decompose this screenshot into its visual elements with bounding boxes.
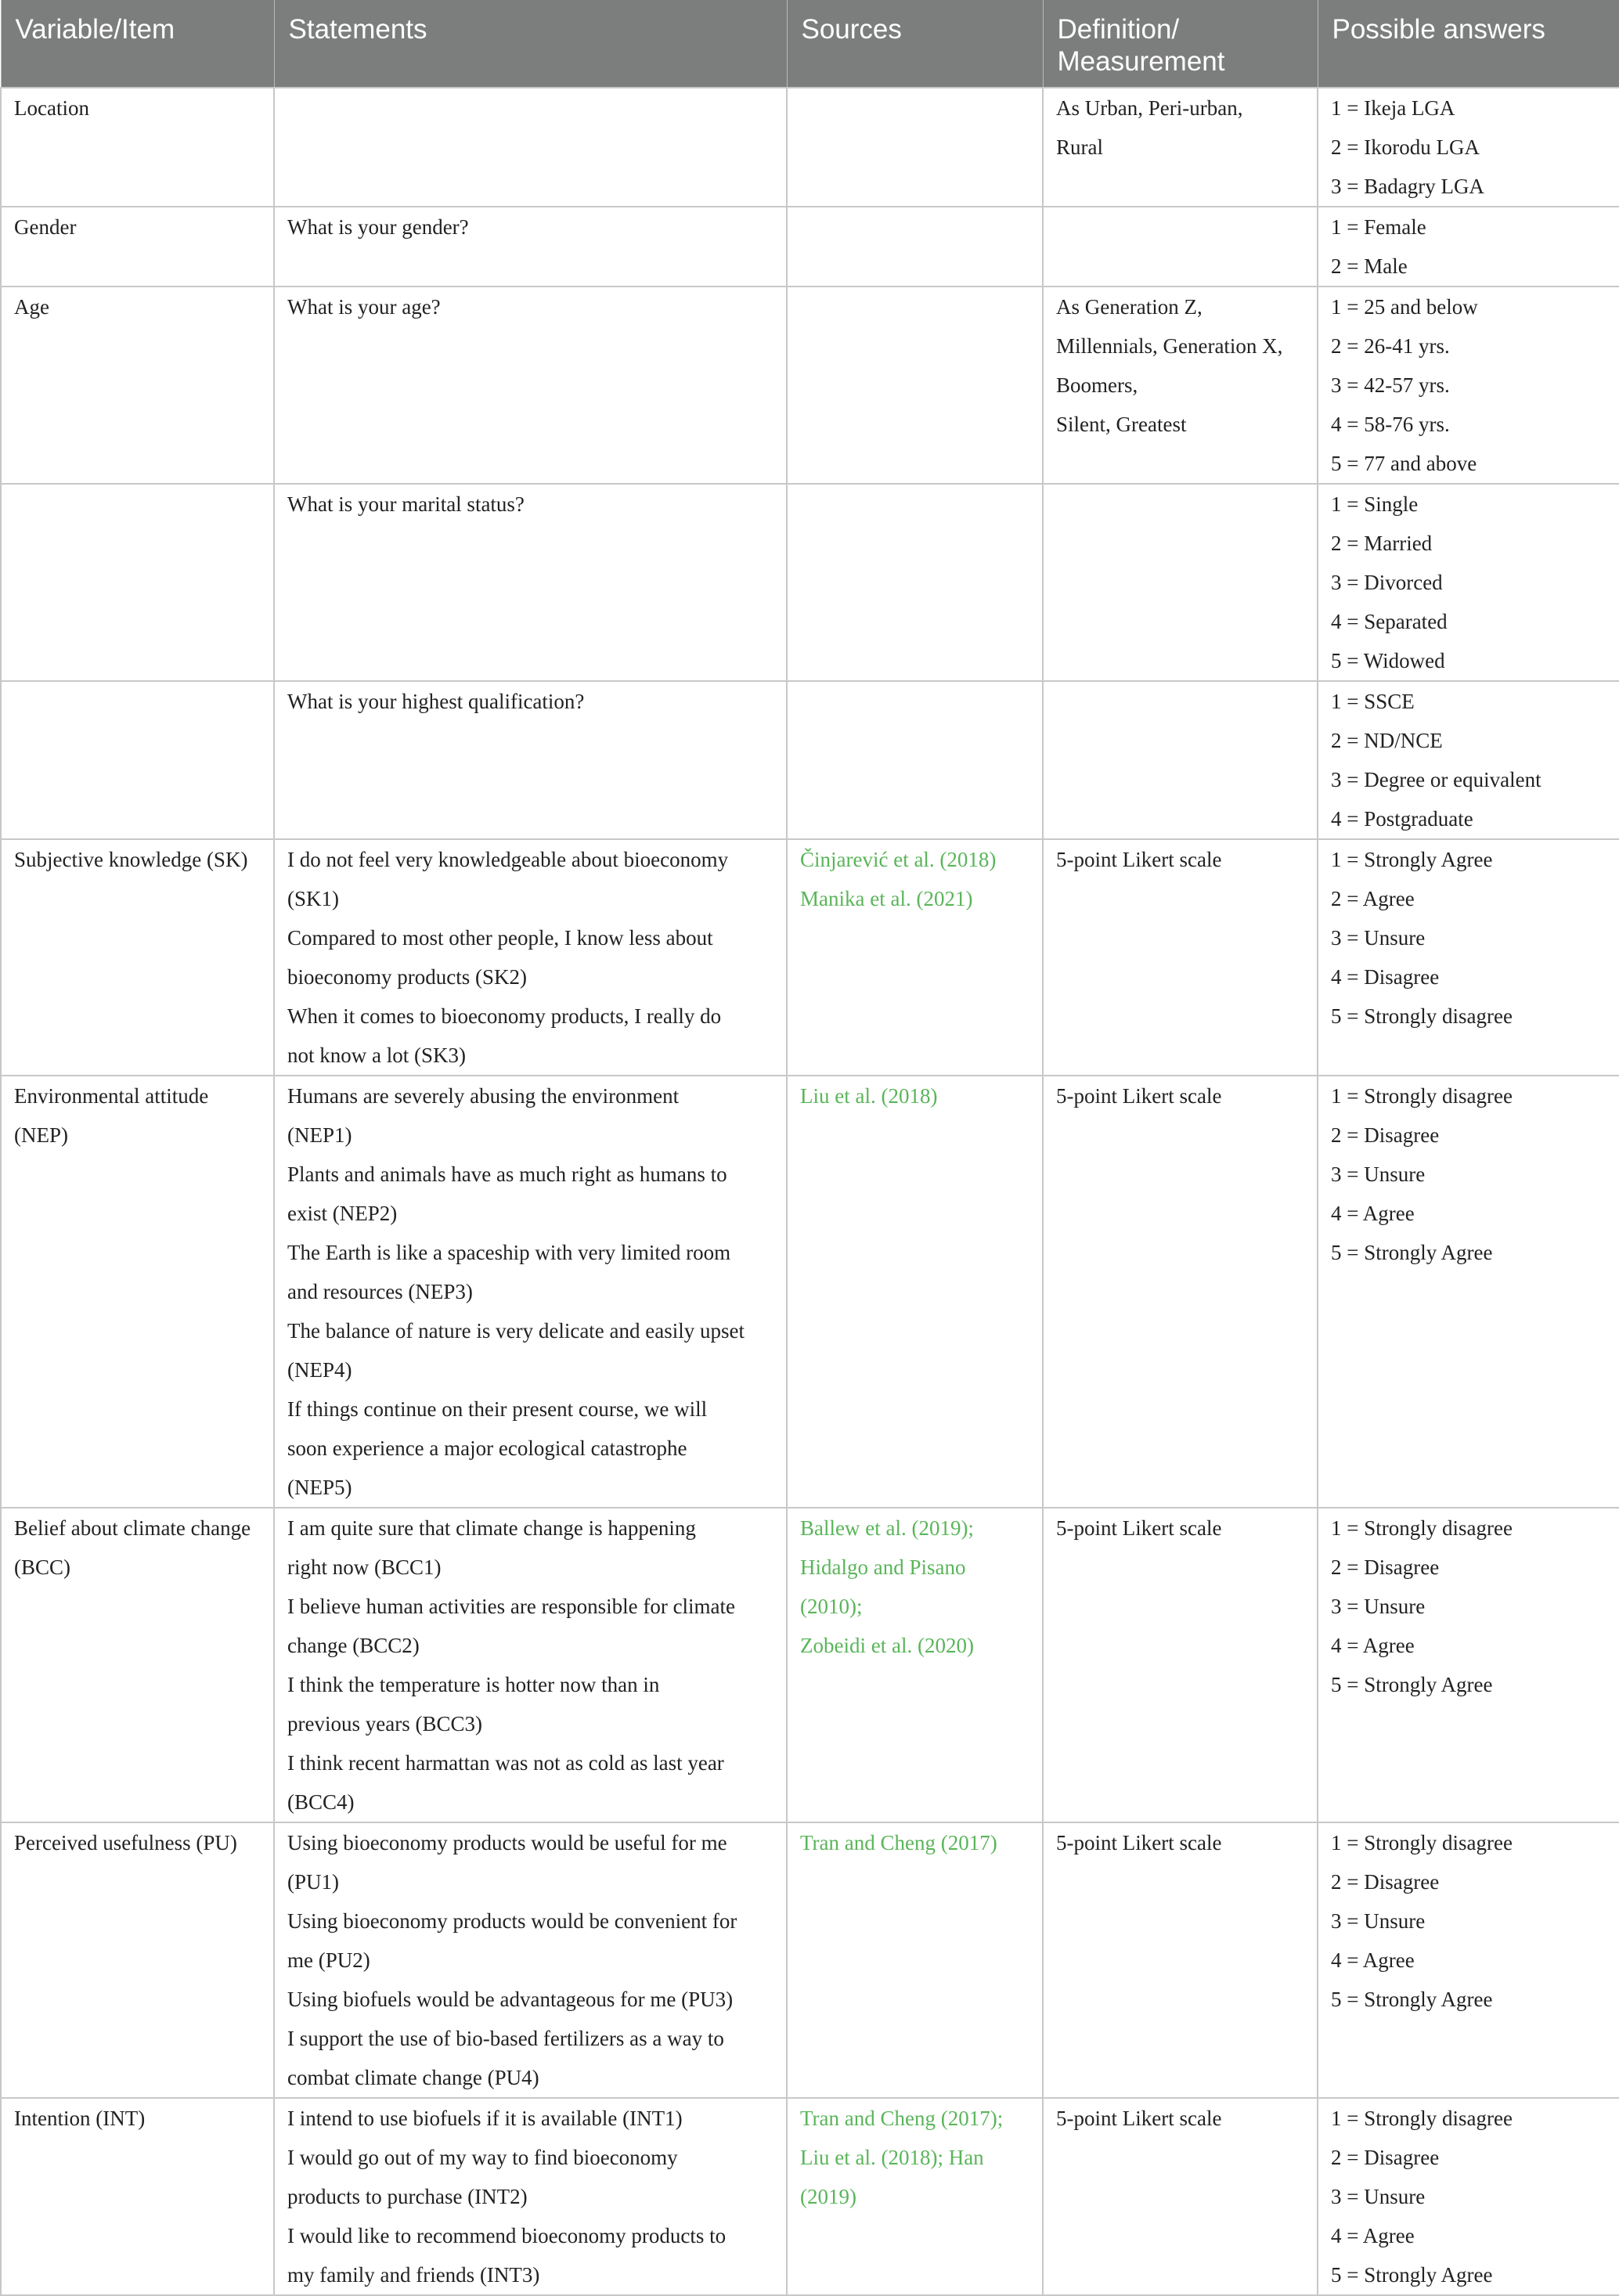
answers-cell	[1318, 484, 1619, 681]
table-row	[1, 1822, 1619, 2098]
variable-cell	[1, 88, 274, 207]
source-citation-line[interactable]: Ballew et al. (2019);	[800, 1516, 974, 1540]
statements-line: I would like to recommend bioeconomy products to	[287, 2224, 727, 2247]
table-row	[1, 839, 1619, 1076]
answers-line: 2 = Ikorodu LGA	[1331, 135, 1480, 159]
answers-cell	[1318, 839, 1619, 1076]
definition-line: Boomers,	[1056, 373, 1138, 397]
answers-line: 4 = Agree	[1331, 1202, 1415, 1225]
statements-line: What is your marital status?	[287, 492, 525, 516]
answers-line: 4 = Disagree	[1331, 965, 1440, 989]
statements-line: and resources (NEP3)	[287, 1280, 473, 1303]
table-row	[1, 2098, 1619, 2295]
answers-line: 1 = SSCE	[1331, 690, 1415, 713]
statements-line: Using biofuels would be advantageous for me (PU3)	[287, 1988, 734, 2011]
answers-line: 1 = Strongly disagree	[1331, 1084, 1513, 1108]
header-possible-answers: Possible answers	[1318, 0, 1619, 88]
answers-line: 5 = Widowed	[1331, 649, 1445, 672]
statements-line: (SK1)	[287, 887, 339, 910]
statements-cell	[274, 839, 787, 1076]
answers-line: 2 = Disagree	[1331, 1870, 1440, 1894]
answers-cell	[1318, 1822, 1619, 2098]
variable-cell	[1, 2098, 274, 2295]
answers-line: 2 = Disagree	[1331, 1555, 1440, 1579]
statements-line: What is your gender?	[287, 215, 469, 239]
answers-line: 4 = Agree	[1331, 2224, 1415, 2247]
source-citation-line[interactable]: (2010);	[800, 1595, 863, 1618]
table-row	[1, 1076, 1619, 1508]
sources-cell	[787, 839, 1043, 1076]
answers-line: 4 = Separated	[1331, 610, 1448, 633]
answers-cell	[1318, 681, 1619, 839]
source-citation-line[interactable]: Tran and Cheng (2017)	[800, 1831, 997, 1854]
statements-line: (BCC4)	[287, 1790, 355, 1814]
definition-line: 5-point Likert scale	[1056, 1831, 1222, 1854]
definition-cell	[1043, 287, 1318, 484]
statements-line: previous years (BCC3)	[287, 1712, 482, 1736]
answers-line: 5 = Strongly Agree	[1331, 1673, 1493, 1696]
statements-line: combat climate change (PU4)	[287, 2066, 539, 2089]
answers-line: 2 = Married	[1331, 532, 1433, 555]
definition-line: Rural	[1056, 135, 1103, 159]
answers-line: 2 = Disagree	[1331, 1123, 1440, 1147]
answers-cell	[1318, 1508, 1619, 1822]
variable-cell	[1, 287, 274, 484]
sources-cell	[787, 2098, 1043, 2295]
answers-line: 1 = Single	[1331, 492, 1419, 516]
sources-cell	[787, 1508, 1043, 1822]
answers-line: 4 = Agree	[1331, 1948, 1415, 1972]
answers-line: 3 = Divorced	[1331, 571, 1443, 594]
statements-line: I would go out of my way to find bioeconomy	[287, 2146, 678, 2169]
source-citation-line[interactable]: Zobeidi et al. (2020)	[800, 1634, 974, 1657]
header-statements: Statements	[274, 0, 787, 88]
definition-line: As Generation Z,	[1056, 295, 1203, 319]
table-row	[1, 484, 1619, 681]
definition-line: 5-point Likert scale	[1056, 2107, 1222, 2130]
variable-label: Age	[14, 295, 49, 319]
answers-line: 5 = Strongly Agree	[1331, 2263, 1493, 2287]
header-variable: Variable/Item	[1, 0, 274, 88]
statements-line: What is your highest qualification?	[287, 690, 585, 713]
answers-line: 1 = Ikeja LGA	[1331, 96, 1455, 120]
answers-line: 3 = Unsure	[1331, 1595, 1426, 1618]
statements-line: change (BCC2)	[287, 1634, 420, 1657]
answers-cell	[1318, 1076, 1619, 1508]
statements-line: I think recent harmattan was not as cold as last year	[287, 1751, 724, 1775]
answers-cell	[1318, 88, 1619, 207]
definition-cell	[1043, 839, 1318, 1076]
definition-line: Silent, Greatest	[1056, 413, 1187, 436]
answers-line: 3 = Unsure	[1331, 2185, 1426, 2208]
answers-line: 1 = Female	[1331, 215, 1426, 239]
statements-line: I intend to use biofuels if it is available (INT1)	[287, 2107, 683, 2130]
statements-cell	[274, 681, 787, 839]
variable-cell	[1, 1508, 274, 1822]
statements-line: The balance of nature is very delicate and easily upset	[287, 1319, 745, 1343]
statements-line: Compared to most other people, I know less about	[287, 926, 713, 950]
definition-line: Millennials, Generation X,	[1056, 334, 1283, 358]
answers-line: 2 = Male	[1331, 254, 1408, 278]
variable-label: Location	[14, 96, 89, 120]
definition-cell	[1043, 681, 1318, 839]
answers-line: 5 = Strongly disagree	[1331, 1004, 1513, 1028]
definition-line: 5-point Likert scale	[1056, 1084, 1222, 1108]
answers-line: 4 = Postgraduate	[1331, 807, 1473, 831]
answers-line: 1 = Strongly disagree	[1331, 1516, 1513, 1540]
source-citation-line[interactable]: (2019)	[800, 2185, 856, 2208]
answers-cell	[1318, 287, 1619, 484]
variable-cell	[1, 484, 274, 681]
statements-line: If things continue on their present course, we will	[287, 1397, 708, 1421]
answers-line: 3 = Unsure	[1331, 926, 1426, 950]
answers-line: 1 = Strongly disagree	[1331, 2107, 1513, 2130]
variable-label: Environmental attitude (NEP)	[14, 1084, 209, 1147]
answers-line: 4 = Agree	[1331, 1634, 1415, 1657]
statements-line: (PU1)	[287, 1870, 339, 1894]
source-citation-line[interactable]: Manika et al. (2021)	[800, 887, 973, 910]
answers-line: 5 = 77 and above	[1331, 452, 1477, 475]
header-definition: Definition/ Measurement	[1043, 0, 1318, 88]
statements-line: bioeconomy products (SK2)	[287, 965, 527, 989]
header-sources: Sources	[787, 0, 1043, 88]
table-row	[1, 287, 1619, 484]
sources-cell	[787, 88, 1043, 207]
statements-cell	[274, 1508, 787, 1822]
definition-cell	[1043, 2098, 1318, 2295]
statements-line: I do not feel very knowledgeable about bioeconomy	[287, 848, 729, 871]
sources-cell	[787, 1822, 1043, 2098]
statements-cell	[274, 2098, 787, 2295]
answers-line: 3 = Unsure	[1331, 1162, 1426, 1186]
variable-label: Perceived usefulness (PU)	[14, 1831, 237, 1854]
answers-line: 4 = 58-76 yrs.	[1331, 413, 1450, 436]
answers-line: 1 = Strongly disagree	[1331, 1831, 1513, 1854]
statements-line: Plants and animals have as much right as humans to	[287, 1162, 727, 1186]
sources-cell	[787, 484, 1043, 681]
table-header	[1, 0, 1619, 88]
variable-label: Intention (INT)	[14, 2107, 146, 2130]
statements-cell	[274, 1822, 787, 2098]
statements-line: What is your age?	[287, 295, 441, 319]
statements-line: exist (NEP2)	[287, 1202, 398, 1225]
answers-line: 2 = ND/NCE	[1331, 729, 1443, 752]
answers-line: 3 = Unsure	[1331, 1909, 1426, 1933]
source-citation-line[interactable]: Liu et al. (2018); Han	[800, 2146, 984, 2169]
variable-label: Subjective knowledge (SK)	[14, 848, 248, 871]
statements-line: I believe human activities are responsible for climate	[287, 1595, 736, 1618]
answers-cell	[1318, 2098, 1619, 2295]
variable-cell	[1, 681, 274, 839]
statements-line: (NEP4)	[287, 1358, 352, 1382]
source-citation-line[interactable]: Činjarević et al. (2018)	[800, 848, 997, 871]
variable-cell	[1, 207, 274, 287]
definition-cell	[1043, 1508, 1318, 1822]
table-row	[1, 681, 1619, 839]
statements-line: Using bioeconomy products would be convenient for	[287, 1909, 737, 1933]
statements-line: products to purchase (INT2)	[287, 2185, 528, 2208]
statements-line: The Earth is like a spaceship with very limited room	[287, 1241, 731, 1264]
table-row	[1, 1508, 1619, 1822]
table-body	[1, 88, 1619, 2295]
statements-line: I support the use of bio-based fertilizers as a way to	[287, 2027, 724, 2050]
header-row	[1, 0, 1619, 88]
definition-cell	[1043, 1822, 1318, 2098]
sources-cell	[787, 681, 1043, 839]
definition-cell	[1043, 88, 1318, 207]
statements-line: When it comes to bioeconomy products, I really do	[287, 1004, 722, 1028]
answers-line: 3 = Badagry LGA	[1331, 175, 1484, 198]
variable-cell	[1, 1822, 274, 2098]
statements-line: (NEP1)	[287, 1123, 352, 1147]
statements-line: me (PU2)	[287, 1948, 370, 1972]
statements-line: Using bioeconomy products would be useful for me	[287, 1831, 727, 1854]
answers-line: 2 = 26-41 yrs.	[1331, 334, 1450, 358]
definition-line: 5-point Likert scale	[1056, 1516, 1222, 1540]
source-citation-line[interactable]: Hidalgo and Pisano	[800, 1555, 966, 1579]
statements-cell	[274, 287, 787, 484]
statements-line: I think the temperature is hotter now than in	[287, 1673, 660, 1696]
definition-line: As Urban, Peri-urban,	[1056, 96, 1243, 120]
table-row	[1, 88, 1619, 207]
statements-cell	[274, 207, 787, 287]
statements-line: my family and friends (INT3)	[287, 2263, 540, 2287]
answers-line: 5 = Strongly Agree	[1331, 1241, 1493, 1264]
sources-cell	[787, 287, 1043, 484]
statements-cell	[274, 484, 787, 681]
statements-line: Humans are severely abusing the environment	[287, 1084, 680, 1108]
statements-line: right now (BCC1)	[287, 1555, 442, 1579]
answers-cell	[1318, 207, 1619, 287]
statements-line: (NEP5)	[287, 1476, 352, 1499]
source-citation-line[interactable]: Liu et al. (2018)	[800, 1084, 938, 1108]
variable-label: Belief about climate change (BCC)	[14, 1516, 251, 1579]
answers-line: 2 = Agree	[1331, 887, 1415, 910]
source-citation-line[interactable]: Tran and Cheng (2017);	[800, 2107, 1004, 2130]
table-row	[1, 207, 1619, 287]
variable-cell	[1, 839, 274, 1076]
answers-line: 5 = Strongly Agree	[1331, 1988, 1493, 2011]
definition-cell	[1043, 207, 1318, 287]
definition-line: 5-point Likert scale	[1056, 848, 1222, 871]
sources-cell	[787, 207, 1043, 287]
statements-line: I am quite sure that climate change is happening	[287, 1516, 696, 1540]
sources-cell	[787, 1076, 1043, 1508]
statements-line: soon experience a major ecological catastrophe	[287, 1436, 687, 1460]
variable-label: Gender	[14, 215, 77, 239]
statements-line: not know a lot (SK3)	[287, 1043, 466, 1067]
statements-cell	[274, 1076, 787, 1508]
answers-line: 3 = 42-57 yrs.	[1331, 373, 1450, 397]
answers-line: 1 = Strongly Agree	[1331, 848, 1493, 871]
definition-cell	[1043, 484, 1318, 681]
answers-line: 1 = 25 and below	[1331, 295, 1478, 319]
variable-cell	[1, 1076, 274, 1508]
answers-line: 3 = Degree or equivalent	[1331, 768, 1541, 791]
answers-line: 2 = Disagree	[1331, 2146, 1440, 2169]
statements-cell	[274, 88, 787, 207]
definition-cell	[1043, 1076, 1318, 1508]
